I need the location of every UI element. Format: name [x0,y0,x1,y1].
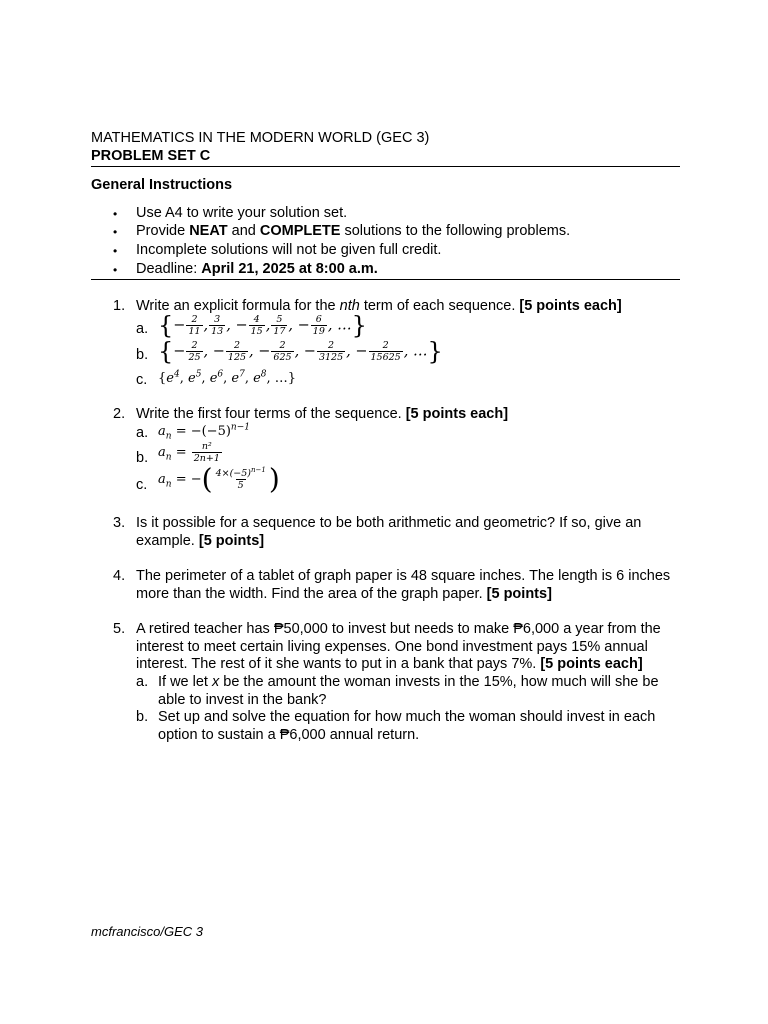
problem-5-number: 5. [113,621,126,637]
problem-5a-line2: able to invest in the bank? [158,692,327,708]
problem-5-line1: A retired teacher has ₱50,000 to invest but needs to make ₱6,000 a year from the [136,621,661,637]
problem-1a-label: a. [136,321,149,337]
problem-1b-label: b. [136,347,149,363]
problem-5b-label: b. [136,709,149,725]
instruction-item: Incomplete solutions will not be given full credit. [136,242,442,258]
problem-2-number: 2. [113,406,126,422]
problem-3-line2: example. [5 points] [136,533,265,549]
problem-4-line2: more than the width. Find the area of the graph paper. [5 points] [136,586,552,602]
instruction-item: Deadline: April 21, 2025 at 8:00 a.m. [136,261,378,277]
problem-1-text: Write an explicit formula for the nth term of each sequence. [5 points each] [136,298,622,314]
sequence-1b: {− $\frac{2}{25}$ , − $\frac{2}{125}$ , − $\frac{2}{625}$ , − $\frac{2}{3125}$ , − $\frac{2}{15625}$ , …} [158,337,443,366]
problem-set-title: PROBLEM SET C [91,148,211,164]
formula-2a: $a_n = -(-5)^{n-1}$ [158,422,250,442]
problem-3-number: 3. [113,515,126,531]
problem-1c-label: c. [136,372,148,388]
sequence-1c: {$e^4$, $e^5$, $e^6$, $e^7$, $e^8$, …} [158,369,297,386]
problem-4-number: 4. [113,568,126,584]
footer-text: mcfrancisco/GEC 3 [91,924,203,939]
problem-4-line1: The perimeter of a tablet of graph paper is 48 square inches. The length is 6 inches [136,568,671,584]
problem-5b-line2: option to sustain a ₱6,000 annual return. [158,727,420,743]
instruction-item: Use A4 to write your solution set. [136,205,348,221]
bullet-icon: • [113,244,118,258]
problem-5-line2: interest to meet certain living expenses. One bond investment pays 15% annual [136,639,648,655]
header-divider [91,166,680,167]
problem-2b-label: b. [136,450,149,466]
bullet-icon: • [113,263,118,277]
course-title: MATHEMATICS IN THE MODERN WORLD (GEC 3) [91,130,430,146]
problem-5b-line1: Set up and solve the equation for how much the woman should invest in each [158,709,656,725]
bullet-icon: • [113,207,118,221]
sequence-1a: {− $\frac{2}{11}$ , $\frac{3}{13}$ , − $\frac{4}{15}$ , $\frac{5}{17}$ , − $\frac{6}{19}$ , …} [158,311,367,340]
formula-2c: $a_n$ = −( $\frac{4\times(-5)^{n-1}}{5}$ ) [158,462,280,496]
problem-3-line1: Is it possible for a sequence to be both arithmetic and geometric? If so, give an [136,515,642,531]
instruction-item: Provide NEAT and COMPLETE solutions to the following problems. [136,223,571,239]
bullet-icon: • [113,225,118,239]
problem-5a-line1: If we let x be the amount the woman invests in the 15%, how much will she be [158,674,659,690]
formula-2b: $a_n$ = $\frac{\text{n²}}{2n+1}$ [158,441,220,464]
instructions-divider [91,279,680,280]
problem-5-line3: interest. The rest of it she wants to put in a bank that pays 7%. [5 points each] [136,656,643,672]
problem-5a-label: a. [136,674,149,690]
problem-2-text: Write the first four terms of the sequence. [5 points each] [136,406,509,422]
problem-2a-label: a. [136,425,149,441]
problem-2c-label: c. [136,477,148,493]
instructions-heading: General Instructions [91,177,233,193]
problem-1-number: 1. [113,298,126,314]
